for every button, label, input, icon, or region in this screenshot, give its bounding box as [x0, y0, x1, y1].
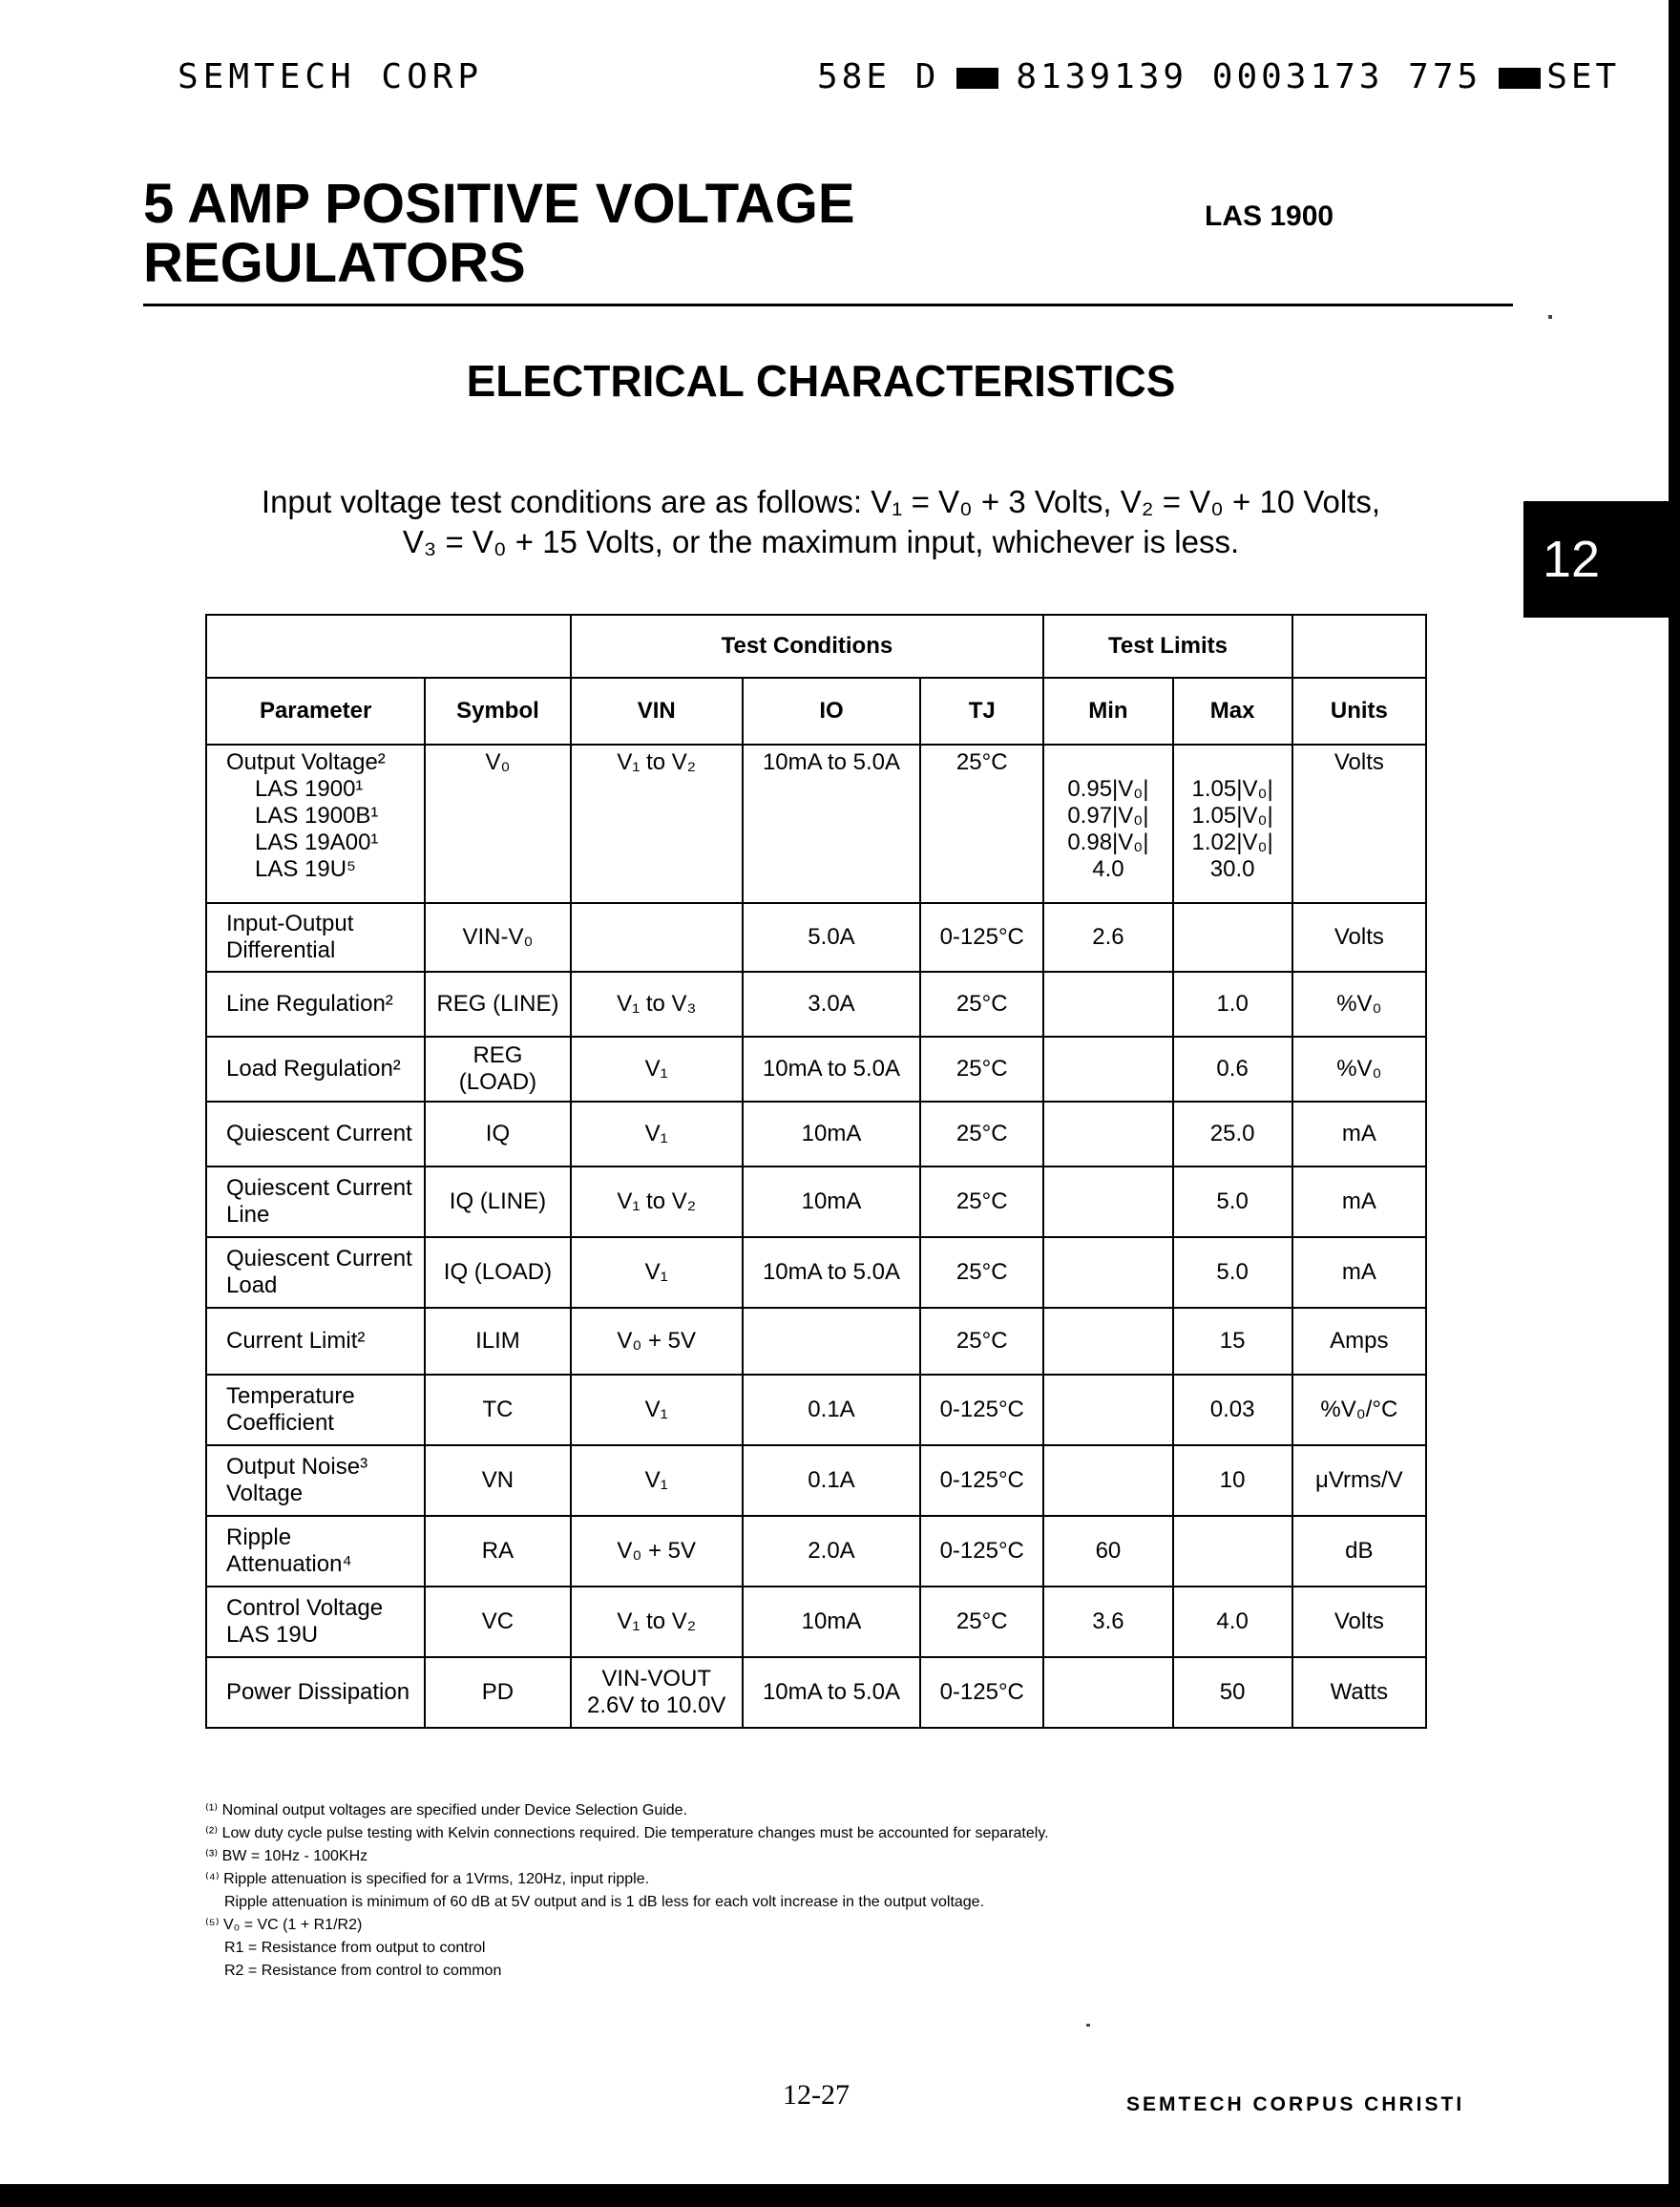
units-cell: Volts — [1292, 903, 1426, 972]
tj-cell: 25°C — [920, 972, 1043, 1037]
max-cell: 15 — [1173, 1308, 1292, 1375]
test-conditions-header: Test Conditions — [571, 615, 1044, 678]
intro-line-2: V₃ = V₀ + 15 Volts, or the maximum input, whichever is less. — [402, 524, 1240, 559]
units-cell: %V₀ — [1292, 1037, 1426, 1102]
header-company: SEMTECH CORP — [178, 57, 484, 96]
tj-cell: 0-125°C — [920, 1375, 1043, 1445]
min-cell — [1043, 1037, 1172, 1102]
vin-cell: VIN-VOUT 2.6V to 10.0V — [571, 1657, 743, 1728]
footnote: R1 = Resistance from output to control — [224, 1940, 486, 1956]
symbol-cell: REG (LOAD) — [425, 1037, 570, 1102]
table-row — [206, 1037, 1426, 1102]
io-cell: 10mA — [743, 1102, 920, 1167]
tj-cell: 0-125°C — [920, 903, 1043, 972]
col-parameter: Parameter — [206, 678, 425, 745]
tj-cell: 0-125°C — [920, 1657, 1043, 1728]
min-cell — [1043, 1308, 1172, 1375]
intro-line-1: Input voltage test conditions are as follows: V₁ = V₀ + 3 Volts, V₂ = V₀ + 10 Volts, — [261, 484, 1381, 519]
max-value: 1.05|V₀| — [1191, 803, 1273, 829]
param-cell — [206, 745, 425, 903]
max-value: 30.0 — [1209, 856, 1255, 882]
footer-company: SEMTECH CORPUS CHRISTI — [1126, 2093, 1465, 2115]
max-cell: 10 — [1173, 1445, 1292, 1516]
min-cell: 2.6 — [1043, 903, 1172, 972]
io-cell: 0.1A — [743, 1445, 920, 1516]
variant-label: LAS 1900B¹ — [255, 803, 379, 829]
col-min: Min — [1043, 678, 1172, 745]
tj-cell: 25°C — [920, 1037, 1043, 1102]
io-cell: 10mA to 5.0A — [743, 1037, 920, 1102]
vin-cell: V₁ — [571, 1102, 743, 1167]
min-cell — [1043, 972, 1172, 1037]
param-cell: Quiescent Current — [206, 1102, 425, 1167]
param-cell: Load Regulation² — [206, 1037, 425, 1102]
max-value: 1.05|V₀| — [1191, 776, 1273, 802]
param-cell: Ripple Attenuation⁴ — [206, 1516, 425, 1587]
max-cell — [1173, 903, 1292, 972]
units-cell: Watts — [1292, 1657, 1426, 1728]
symbol-cell: RA — [425, 1516, 570, 1587]
param-cell: Output Noise³ Voltage — [206, 1445, 425, 1516]
symbol-cell: REG (LINE) — [425, 972, 570, 1037]
header-barcode-text: 8139139 0003173 775 — [1016, 57, 1482, 96]
io-cell: 10mA — [743, 1587, 920, 1657]
test-limits-header: Test Limits — [1043, 615, 1292, 678]
symbol-cell: V₀ — [425, 745, 570, 903]
param-cell: Quiescent Current Load — [206, 1237, 425, 1308]
symbol-cell: IQ — [425, 1102, 570, 1167]
table-row — [206, 1516, 1426, 1587]
col-symbol: Symbol — [425, 678, 570, 745]
vin-cell: V₁ — [571, 1445, 743, 1516]
table-row — [206, 903, 1426, 972]
table-row — [206, 1587, 1426, 1657]
min-value: 0.97|V₀| — [1067, 803, 1149, 829]
vin-cell: V₁ to V₃ — [571, 972, 743, 1037]
min-cell — [1043, 1657, 1172, 1728]
symbol-cell: TC — [425, 1375, 570, 1445]
table-row — [206, 1237, 1426, 1308]
vin-cell: V₁ — [571, 1037, 743, 1102]
table-row-output-voltage — [206, 745, 1426, 903]
io-cell: 5.0A — [743, 903, 920, 972]
units-cell: mA — [1292, 1102, 1426, 1167]
min-value: 0.98|V₀| — [1067, 830, 1149, 855]
io-cell: 3.0A — [743, 972, 920, 1037]
param-name: Output Voltage² — [226, 749, 386, 775]
max-cell — [1173, 1516, 1292, 1587]
tj-cell: 25°C — [920, 1167, 1043, 1237]
vin-cell: V₀ + 5V — [571, 1516, 743, 1587]
min-cell: 3.6 — [1043, 1587, 1172, 1657]
vin-cell: V₁ to V₂ — [571, 1167, 743, 1237]
io-cell: 10mA — [743, 1167, 920, 1237]
col-units: Units — [1292, 678, 1426, 745]
units-cell: dB — [1292, 1516, 1426, 1587]
title-line-2: REGULATORS — [143, 232, 526, 294]
tj-cell: 0-125°C — [920, 1516, 1043, 1587]
table-row — [206, 972, 1426, 1037]
title-rule — [143, 304, 1513, 306]
footnote: ⁽⁵⁾ V₀ = VC (1 + R1/R2) — [205, 1917, 363, 1933]
variant-label: LAS 1900¹ — [255, 776, 364, 802]
symbol-cell: VN — [425, 1445, 570, 1516]
vin-cell: V₁ to V₂ — [571, 745, 743, 903]
param-cell: Input-Output Differential — [206, 903, 425, 972]
variant-label: LAS 19A00¹ — [255, 830, 379, 855]
tj-cell: 0-125°C — [920, 1445, 1043, 1516]
page-number: 12-27 — [783, 2079, 850, 2111]
max-cell: 25.0 — [1173, 1102, 1292, 1167]
col-vin: VIN — [571, 678, 743, 745]
column-header-row — [206, 678, 1426, 745]
tj-cell: 25°C — [920, 1308, 1043, 1375]
max-cell: 1.0 — [1173, 972, 1292, 1037]
table-row — [206, 1657, 1426, 1728]
units-cell: %V₀/°C — [1292, 1375, 1426, 1445]
max-cell — [1173, 745, 1292, 903]
symbol-cell: VC — [425, 1587, 570, 1657]
table-body — [206, 903, 1426, 1728]
max-value: 1.02|V₀| — [1191, 830, 1273, 855]
tj-cell: 25°C — [920, 1587, 1043, 1657]
intro-text — [172, 482, 1470, 562]
footnote: ⁽⁴⁾ Ripple attenuation is specified for a 1Vrms, 120Hz, input ripple. — [205, 1871, 650, 1887]
header-suffix: SET — [1546, 57, 1621, 96]
min-value: 4.0 — [1092, 856, 1124, 882]
max-cell: 5.0 — [1173, 1237, 1292, 1308]
speck-mark — [1548, 315, 1552, 319]
header-code — [817, 57, 1620, 96]
black-block-mark — [1499, 68, 1541, 89]
footnotes — [205, 1799, 1049, 1983]
col-io: IO — [743, 678, 920, 745]
footnote: ⁽²⁾ Low duty cycle pulse testing with Kelvin connections required. Die temperature changes must be accounted for separately. — [205, 1825, 1049, 1841]
col-tj: TJ — [920, 678, 1043, 745]
footnote: Ripple attenuation is minimum of 60 dB at 5V output and is 1 dB less for each volt increase in the output voltage. — [224, 1894, 985, 1910]
units-cell: mA — [1292, 1167, 1426, 1237]
param-cell: Current Limit² — [206, 1308, 425, 1375]
page-title — [143, 175, 855, 293]
black-block-mark — [956, 68, 998, 89]
param-cell: Temperature Coefficient — [206, 1375, 425, 1445]
max-cell: 50 — [1173, 1657, 1292, 1728]
io-cell: 0.1A — [743, 1375, 920, 1445]
col-max: Max — [1173, 678, 1292, 745]
io-cell: 10mA to 5.0A — [743, 1657, 920, 1728]
chapter-tab: 12 — [1523, 501, 1669, 618]
footnote: ⁽¹⁾ Nominal output voltages are specified under Device Selection Guide. — [205, 1802, 688, 1818]
io-cell: 2.0A — [743, 1516, 920, 1587]
empty-header-cell — [206, 615, 571, 678]
max-cell: 4.0 — [1173, 1587, 1292, 1657]
symbol-cell: IQ (LINE) — [425, 1167, 570, 1237]
vin-cell: V₁ to V₂ — [571, 1587, 743, 1657]
io-cell — [743, 1308, 920, 1375]
variant-label: LAS 19U⁵ — [255, 856, 357, 882]
max-cell: 0.03 — [1173, 1375, 1292, 1445]
vin-cell: V₁ — [571, 1237, 743, 1308]
min-cell: 60 — [1043, 1516, 1172, 1587]
tj-cell: 25°C — [920, 1102, 1043, 1167]
symbol-cell: ILIM — [425, 1308, 570, 1375]
param-cell: Quiescent Current Line — [206, 1167, 425, 1237]
units-cell: Amps — [1292, 1308, 1426, 1375]
empty-header-cell — [1292, 615, 1426, 678]
electrical-characteristics-table — [205, 614, 1427, 1729]
header-prefix: 58E D — [817, 57, 940, 96]
param-cell: Line Regulation² — [206, 972, 425, 1037]
vin-cell: V₀ + 5V — [571, 1308, 743, 1375]
vin-cell — [571, 903, 743, 972]
min-cell — [1043, 1445, 1172, 1516]
param-cell: Control Voltage LAS 19U — [206, 1587, 425, 1657]
min-cell — [1043, 1102, 1172, 1167]
min-cell — [1043, 745, 1172, 903]
speck-mark — [1086, 2024, 1090, 2027]
min-value: 0.95|V₀| — [1067, 776, 1149, 802]
symbol-cell: IQ (LOAD) — [425, 1237, 570, 1308]
table-row — [206, 1102, 1426, 1167]
io-cell: 10mA to 5.0A — [743, 1237, 920, 1308]
vin-cell: V₁ — [571, 1375, 743, 1445]
table-row — [206, 1375, 1426, 1445]
table-row — [206, 1167, 1426, 1237]
min-cell — [1043, 1375, 1172, 1445]
symbol-cell: PD — [425, 1657, 570, 1728]
group-header-row — [206, 615, 1426, 678]
table-row — [206, 1308, 1426, 1375]
max-cell: 5.0 — [1173, 1167, 1292, 1237]
section-title: ELECTRICAL CHARACTERISTICS — [466, 356, 1176, 406]
io-cell: 10mA to 5.0A — [743, 745, 920, 903]
min-cell — [1043, 1167, 1172, 1237]
model-number: LAS 1900 — [1205, 200, 1334, 232]
footnote: ⁽³⁾ BW = 10Hz - 100KHz — [205, 1848, 368, 1864]
units-cell: %V₀ — [1292, 972, 1426, 1037]
units-cell: mA — [1292, 1237, 1426, 1308]
param-cell: Power Dissipation — [206, 1657, 425, 1728]
footnote: R2 = Resistance from control to common — [224, 1963, 502, 1979]
min-cell — [1043, 1237, 1172, 1308]
units-cell: μVrms/V — [1292, 1445, 1426, 1516]
tj-cell: 25°C — [920, 1237, 1043, 1308]
symbol-cell: VIN-V₀ — [425, 903, 570, 972]
tj-cell: 25°C — [920, 745, 1043, 903]
table-row — [206, 1445, 1426, 1516]
units-cell: Volts — [1292, 1587, 1426, 1657]
max-cell: 0.6 — [1173, 1037, 1292, 1102]
title-line-1: 5 AMP POSITIVE VOLTAGE — [143, 173, 855, 235]
units-cell: Volts — [1292, 745, 1426, 903]
